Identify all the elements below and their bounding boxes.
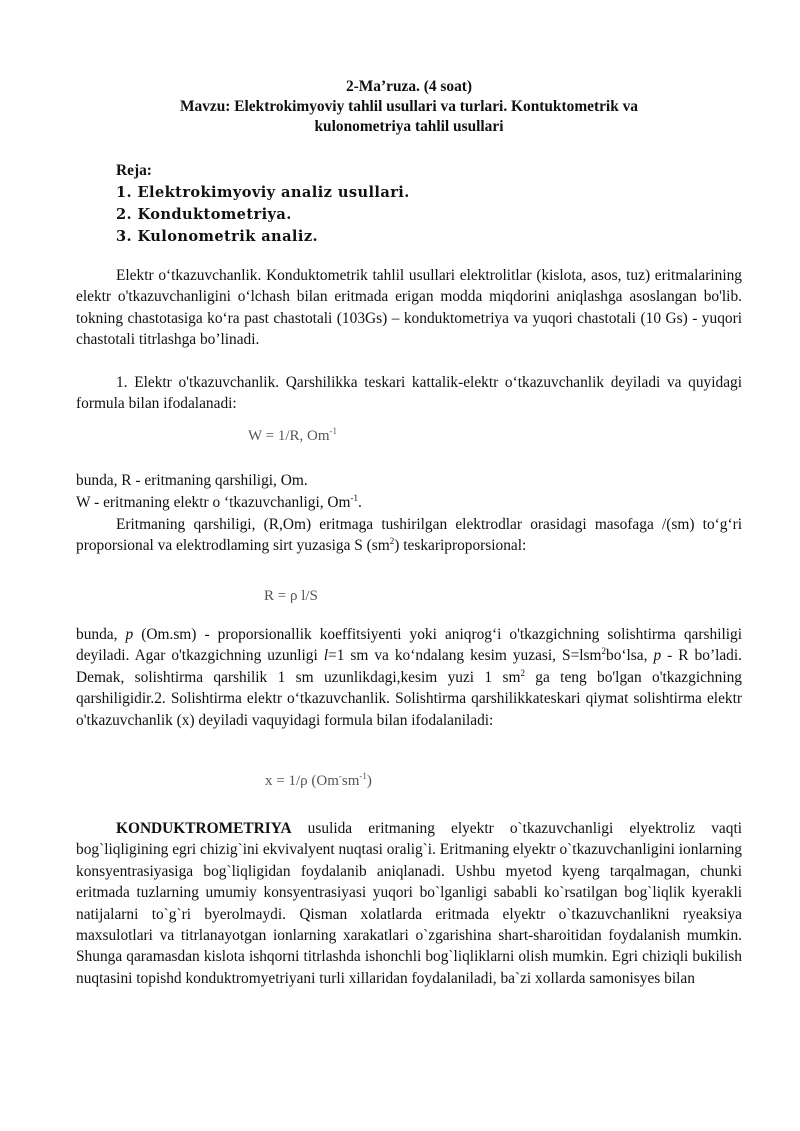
plan-item-2: 2. Konduktometriya. xyxy=(116,206,292,223)
p5-text-b: ) teskariproporsional: xyxy=(394,537,527,555)
paragraph-resistance-proportional xyxy=(76,514,742,557)
p6-d: bo‘lsa, xyxy=(606,647,654,665)
p6-b: (Om.sm) - proporsionallik koeffitsiyenti yoki aniqrog‘i o'tkazgichning solishtirma qarshiligi deyiladi. Agar o'tkazgichning uzunligi xyxy=(76,626,742,665)
topic-line-2: kulonometriya tahlil usullari xyxy=(314,118,504,135)
p6-rho: p xyxy=(125,626,134,643)
formula-specific-conductivity xyxy=(265,773,372,790)
p6-exp1: 2 xyxy=(601,646,606,657)
p6-c: =1 sm va ko‘ndalang kesim yuzasi, S=lsm xyxy=(328,647,602,665)
p6-f: ga teng bo'lgan o'tkazgichning qarshiligidir.2. Solishtirma elektr o‘tkazuvchanlik. Solishtirma qarshilikkateskari qiymat solishtirma elektr o'tkazuvchanlik (x) deyiladi vaquyidagi formula bilan ifodalaniladi: xyxy=(76,668,742,729)
formula3-exp1: - xyxy=(338,771,342,781)
p5-exp: 2 xyxy=(389,536,395,547)
topic-line-1: Mavzu: Elektrokimyoviy tahlil usullari va turlari. Kontuktometrik va xyxy=(179,98,638,115)
w-def-exp: -1 xyxy=(350,492,359,503)
plan-label: Reja: xyxy=(116,162,152,179)
formula3-mid: sm xyxy=(341,773,360,789)
formula-resistance: R = ρ l/S xyxy=(264,588,318,604)
formula-conductivity xyxy=(248,428,337,445)
paragraph-w-def xyxy=(76,492,742,513)
p6-exp2: 2 xyxy=(520,667,525,678)
w-def-end: . xyxy=(358,494,362,511)
paragraph-resistance-def: bunda, R - eritmaning qarshiligi, Om. xyxy=(76,472,308,489)
p6-e: - R bo’ladi. Demak, solishtirma qarshilik 1 sm uzunlikdagi,kesim yuzi 1 sm xyxy=(76,647,742,686)
plan-section xyxy=(116,160,410,248)
paragraph-specific-resistance xyxy=(76,624,742,731)
formula3-end: ) xyxy=(366,773,372,789)
p6-l: l xyxy=(323,647,329,665)
konduktrometriya-term: KONDUKTROMETRIYA xyxy=(116,820,292,837)
paragraph-conductivity-intro: Elektr o‘tkazuvchanlik. Konduktometrik tahlil usullari elektrolitlar (kislota, asos, tuz) eritmalarining elektr o'tkazuvchanligini o‘lchash bilan eritmada erigan modda miqdorini aniqlashga asoslangan bo'lib. tokning chastotasiga ko‘ra past chastotali (103Gs) – konduktometriya va yuqori chastotali (10 Gs) - yuqori chastotali titrlashga bo’linadi. xyxy=(76,267,742,349)
plan-item-3: 3. Kulonometrik analiz. xyxy=(116,228,318,245)
paragraph-conductivity-definition: 1. Elektr o'tkazuvchanlik. Qarshilikka teskari kattalik-elektr o‘tkazuvchanlik deyiladi va quyidagi formula bilan ifodalanadi: xyxy=(76,374,742,413)
formula3-exp2: -1 xyxy=(359,771,367,781)
formula1-lhs: W = xyxy=(248,428,278,444)
lecture-header xyxy=(76,77,742,137)
formula3-main: x = 1/ρ (Om xyxy=(265,773,339,789)
w-def-text: W - eritmaning elektr o ‘tkazuvchanligi, Om xyxy=(76,494,351,511)
formula1-unit: , Om xyxy=(299,428,330,444)
p6-rho2: p xyxy=(653,647,662,665)
p5-text-a: Eritmaning qarshiligi, (R,Om) eritmaga tushirilgan elektrodlar orasidagi masofaga /(sm) to‘g‘ri proporsional va elektrodlaming sirt yuzasiga S (sm xyxy=(76,516,742,555)
formula1-frac: 1/R xyxy=(277,428,300,444)
konduktrometriya-text: usulida eritmaning elyektr o`tkazuvchanligi elyektroliz vaqti bog`liqligining egri chizig`ini ekvivalyent nuqtasi oralig`i. Eritmaning elyektr o`tkazuvchanligini ionlarning konsyentrasiyasiga bog`liqligidan foydalanib aniqlanadi. Ushbu myetod kyeng tarqalmagan, chunki eritmada tuzlarning umumiy konsyentrasiyasi yuqori bo`lganligi sababli ko`rsatilgan bog`liqlik kyerakli natijalarni to`g`ri byerolmaydi. Qisman xolatlarda eritmada elyektr o`tkazuvchanlikni ryeaksiya maxsulotlari va titrlanayotgan ionlarning xarakatlari o`zgarishina shart-sharoitidan foydalanish mumkin. Shunga qaramasdan kislota ishqorni titrlashda ishonchli bog`liqliklarni olish mumkin. Egri chiziqli bukilish nuqtasini topishd konduktromyetriyani turli xillaridan foydalaniladi, ba`zi xollarda samonisyes bilan xyxy=(76,820,742,987)
paragraph-konduktrometriya xyxy=(76,818,742,989)
lecture-number: 2-Ma’ruza. (4 soat) xyxy=(345,78,473,95)
plan-item-1: 1. Elektrokimyoviy analiz usullari. xyxy=(116,184,410,201)
formula1-exp: -1 xyxy=(329,426,338,436)
p6-a: bunda, xyxy=(76,626,126,643)
